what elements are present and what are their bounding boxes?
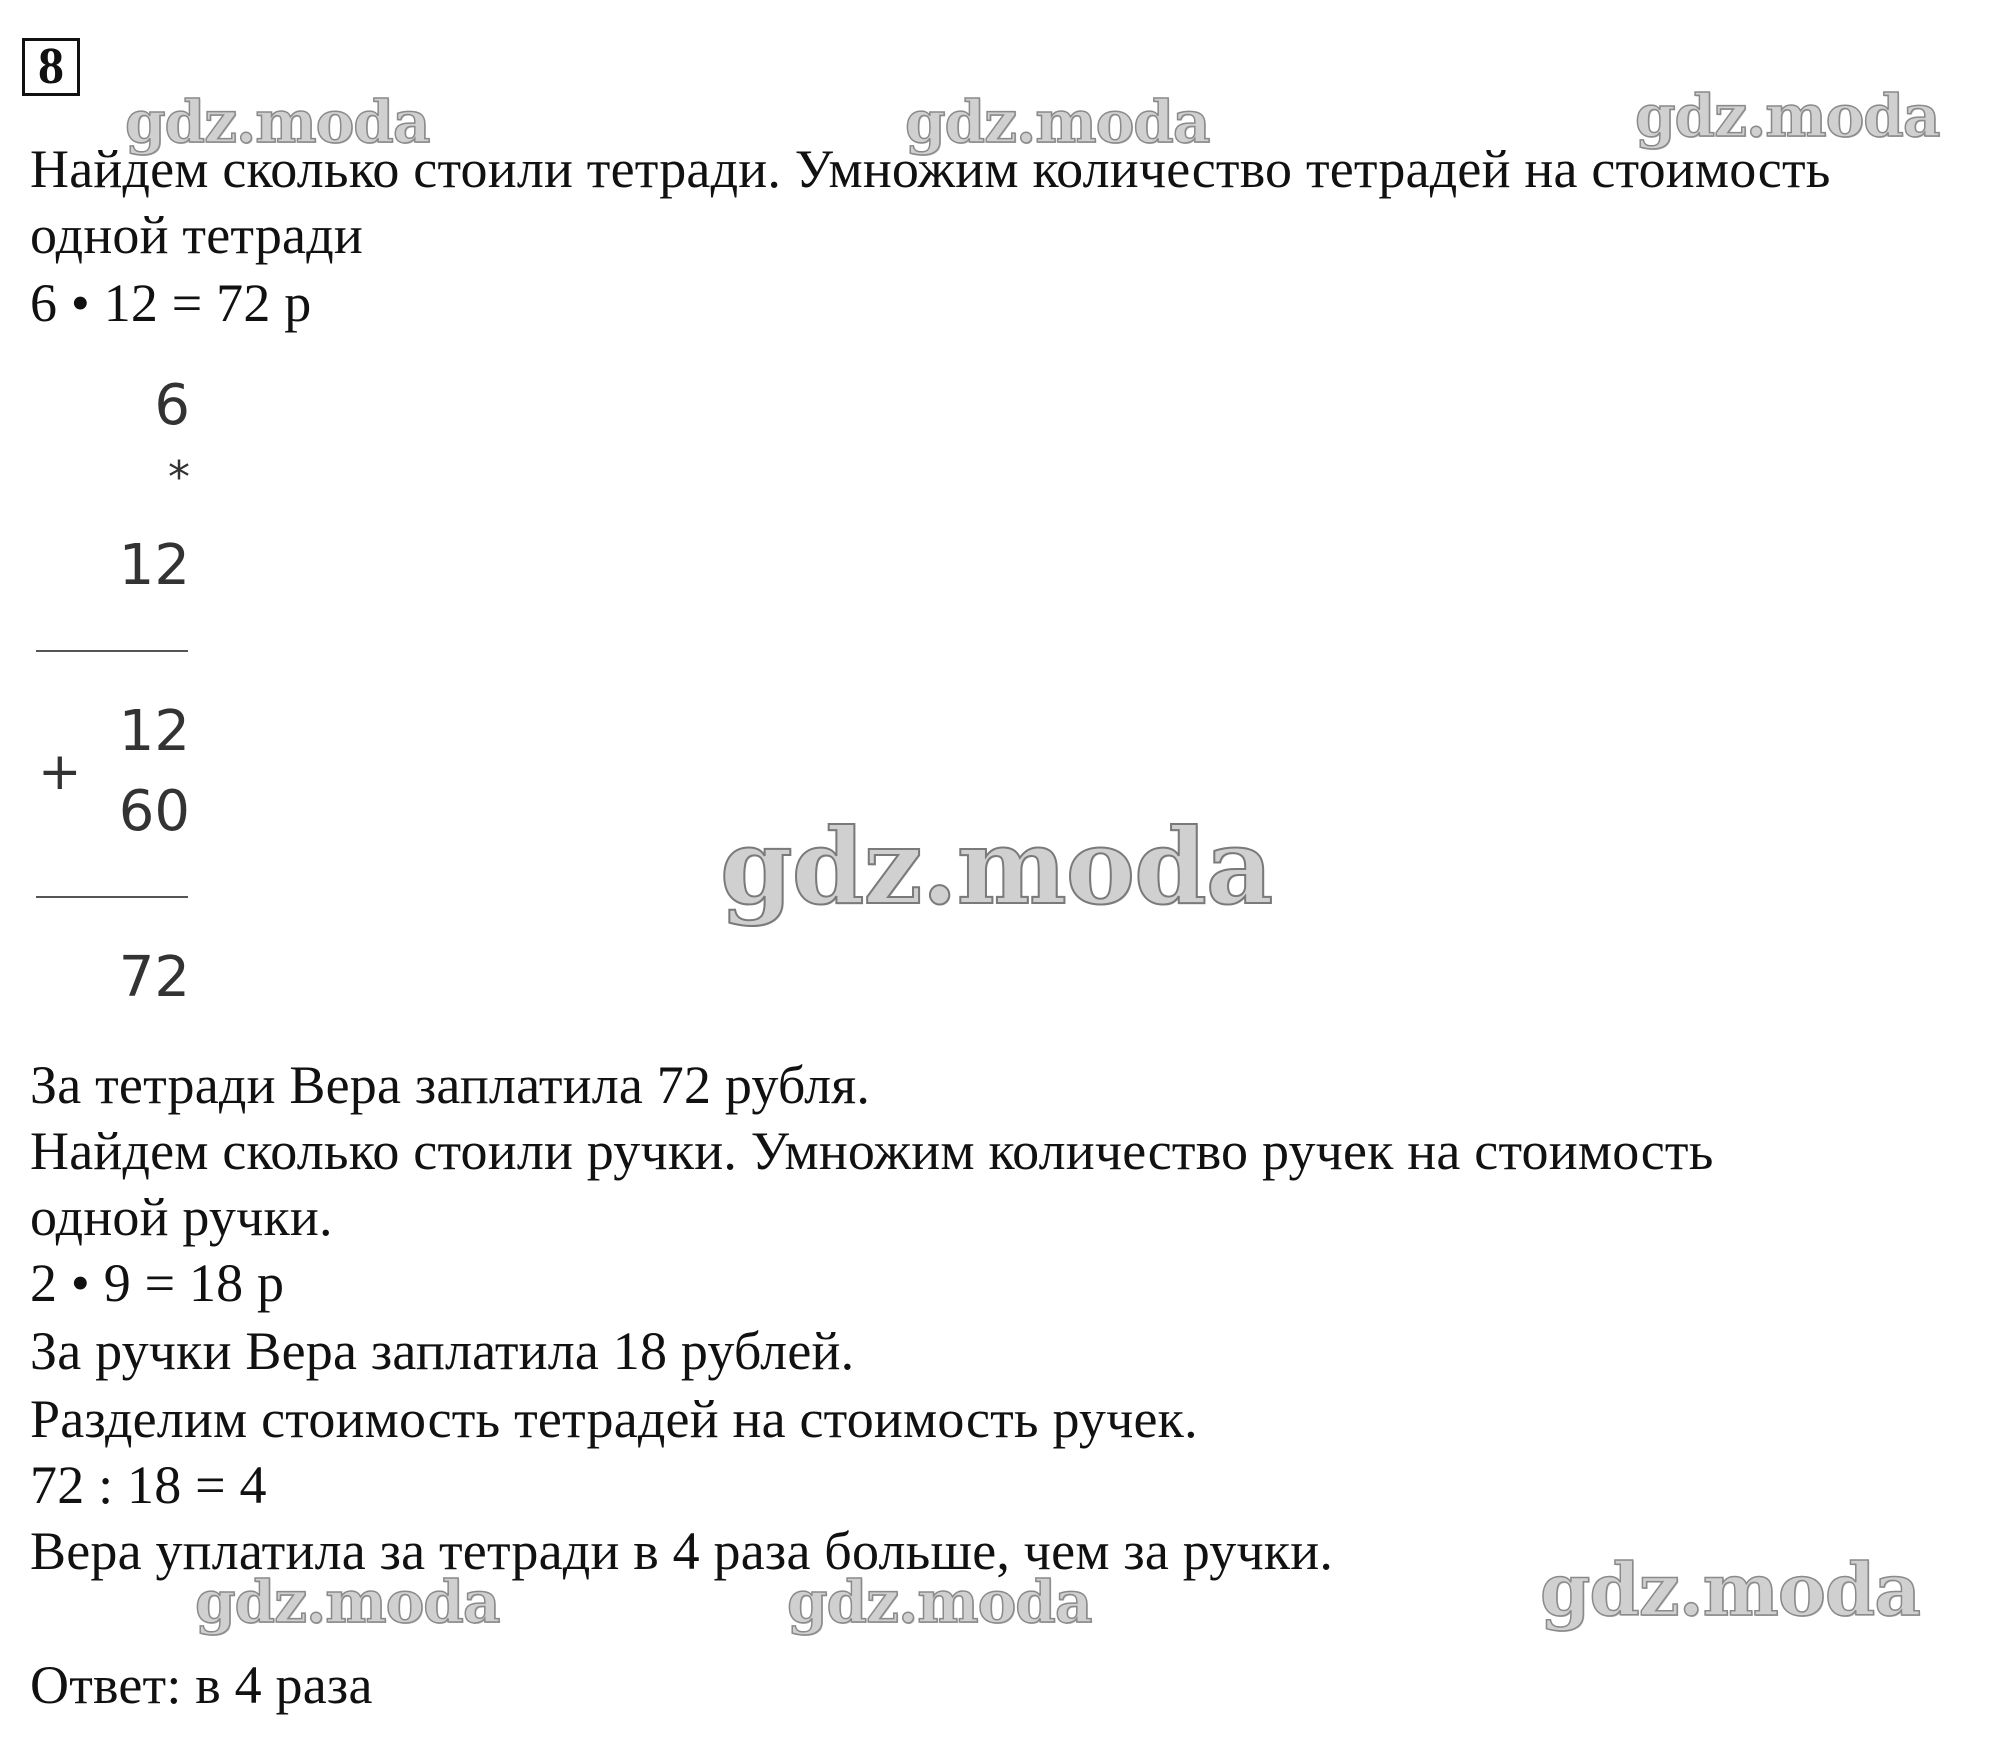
solution-line: Вера уплатила за тетради в 4 раза больше, чем за ручки. <box>30 1521 1334 1581</box>
calc-rule <box>36 896 188 898</box>
solution-line: Найдем сколько стоили тетради. Умножим количество тетрадей на стоимость <box>30 139 1831 199</box>
calc-result: 72 <box>118 945 190 1010</box>
equation-line: 72 : 18 = 4 <box>30 1455 267 1515</box>
watermark-text: gdz.moda <box>1540 1547 1920 1632</box>
solution-line: За ручки Вера заплатила 18 рублей. <box>30 1321 855 1381</box>
solution-line: Разделим стоимость тетрадей на стоимость ручек. <box>30 1389 1198 1449</box>
calc-operator: * <box>168 452 190 503</box>
calc-multiplicand: 6 <box>154 373 190 438</box>
calc-partial-product: 12 <box>118 699 190 764</box>
calc-plus-sign: + <box>38 742 82 802</box>
watermark-text: gdz.moda <box>195 1568 500 1636</box>
watermark-text: gdz.moda <box>720 805 1273 928</box>
watermark-text: gdz.moda <box>1635 82 1940 150</box>
watermark-text: gdz.moda <box>787 1568 1092 1636</box>
calc-multiplier: 12 <box>118 533 190 598</box>
calc-partial-product: 60 <box>118 779 190 844</box>
watermark-text: gdz.moda <box>905 88 1210 156</box>
watermark-text: gdz.moda <box>125 88 430 156</box>
solution-line: одной ручки. <box>30 1187 333 1247</box>
solution-line: Найдем сколько стоили ручки. Умножим количество ручек на стоимость <box>30 1121 1714 1181</box>
solution-line: За тетради Вера заплатила 72 рубля. <box>30 1055 871 1115</box>
task-number-box: 8 <box>22 38 80 96</box>
answer-line: Ответ: в 4 раза <box>30 1655 373 1715</box>
calc-rule <box>36 650 188 652</box>
solution-line: одной тетради <box>30 205 363 265</box>
equation-line: 2 • 9 = 18 р <box>30 1253 285 1313</box>
equation-line: 6 • 12 = 72 р <box>30 273 312 333</box>
